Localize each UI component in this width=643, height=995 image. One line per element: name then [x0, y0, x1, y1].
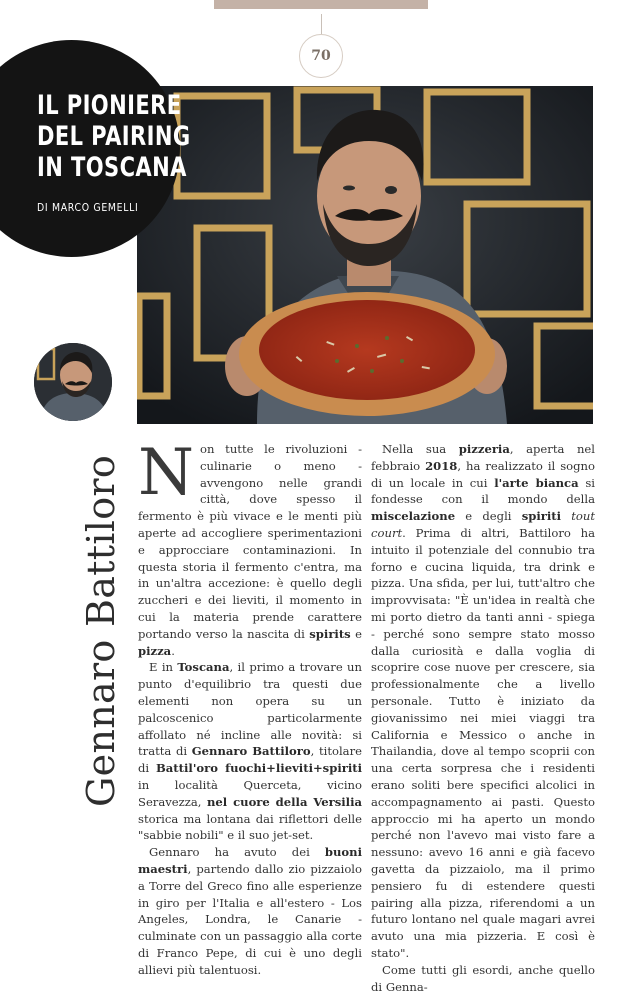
top-accent-bar — [214, 0, 428, 9]
title-line-3: IN TOSCANA — [37, 152, 187, 183]
author-byline: DI MARCO GEMELLI — [37, 201, 139, 214]
paragraph: Nella sua pizzeria, aperta nel febbraio 2018, ha realizzato il sogno di un locale in cui l'arte bianca si fondesse con il mondo della miscelazione e degli spiriti tout court. Prima di altri, Battiloro ha intuito il potenziale del connubio tra forno e cucina liquida, tra drink e pizza. Una sfida, per lui, tutt'altro che improvvisata: "È un'idea in realtà che mi porto dietro da tanti anni - spiega - perché sono sempre stato mosso dalla curiosità e dalla voglia di scoprire cose nuove per crescere, sia professionalmente che a livello personale. Tutto è iniziato da giovanissimo nei miei viaggi tra California e Messico o anche in Thailandia, dove al tempo scoprii con una certa sorpresa che i residenti erano soliti bere specifici alcolici in accompagnamento ai pasti. Questo approccio mi ha aperto un mondo perché non l'avevo mai visto fare a nessuno: avevo 16 anni e già facevo gavetta da pizzaiolo, ma il primo pensiero fu di estendere questi pairing alla pizza, riferendomi a un futuro lontano nel quale magari avrei avuto una mia pizzeria. E così è stato". — [371, 442, 595, 960]
article-column-1 — [138, 436, 363, 979]
chef-avatar — [34, 343, 112, 421]
title-line-2: DEL PAIRING — [37, 121, 191, 152]
article-title — [37, 90, 191, 183]
chef-avatar-illustration — [34, 343, 112, 421]
chef-photo-illustration — [137, 86, 593, 424]
page-number: 70 — [299, 34, 343, 78]
article-column-2 — [371, 441, 595, 995]
chef-photo — [137, 86, 593, 424]
paragraph: E in Toscana, il primo a trovare un punto d'equilibrio tra questi due elementi non opera su un palcoscenico particolarmente affollato né incline alle novità: si tratta di Gennaro Battiloro, titolare di Battil'oro fuochi+lieviti+spiriti in località Querceta, vicino Seravezza, nel cuore della Versilia storica ma lontana dai riflettori delle "sabbie nobili" e il suo jet-set. — [138, 660, 362, 843]
title-line-1: IL PIONIERE — [37, 90, 182, 121]
paragraph: Come tutti gli esordi, anche quello di Genna- — [371, 962, 595, 994]
paragraph: Gennaro ha avuto dei buoni maestri, partendo dallo zio pizzaiolo a Torre del Greco fino alle esperienze in giro per l'Italia e all'estero - Los Angeles, Londra, le Canarie - culminate con un passaggio alla corte di Franco Pepe, di cui è uno degli allievi più talentuosi. — [138, 845, 362, 977]
vertical-chef-name: Gennaro Battiloro — [79, 454, 123, 807]
page-number-connector — [321, 14, 322, 34]
paragraph: Non tutte le rivoluzioni - culinarie o meno - avvengono nelle grandi città, dove spesso il fermento è più vivace e le menti più aperte ad accogliere sperimentazioni e approcciare contaminazioni. In questa storia il fermento c'entra, ma in un'altra accezione: è quello degli zuccheri e dei lieviti, il momento in cui la materia prende carattere portando verso la nascita di spirits e pizza. — [138, 436, 363, 658]
drop-cap: N — [138, 436, 194, 510]
